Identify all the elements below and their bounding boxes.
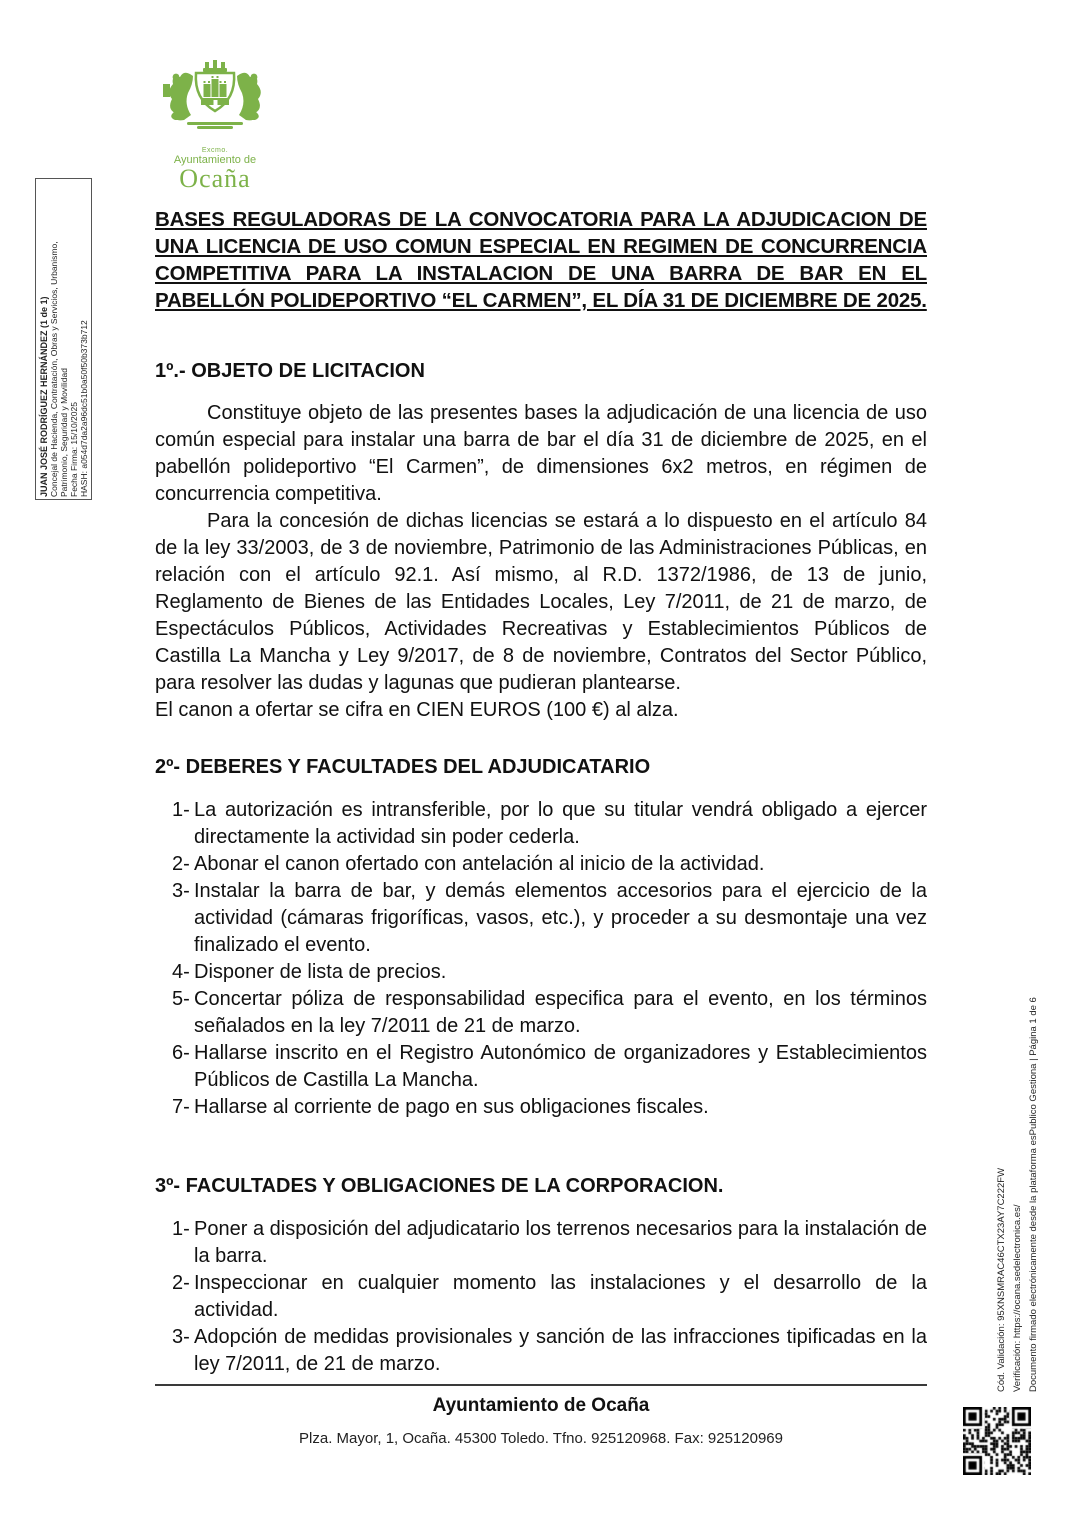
item-number: 2- [172, 853, 190, 875]
item-text: Abonar el canon ofertado con antelación al inicio de la actividad. [194, 853, 765, 875]
list-item [172, 797, 927, 851]
logo-city-text: Ocaña [179, 164, 251, 193]
list-item [172, 1324, 927, 1378]
item-text: Instalar la barra de bar, y demás elementos accesorios para el ejercicio de la actividad (cámaras frigoríficas, vasos, etc.), y proceder a su desmontaje una vez finalizado el evento. [194, 880, 927, 956]
section-2-heading: 2º- DEBERES Y FACULTADES DEL ADJUDICATARIO [155, 756, 651, 778]
item-text: Adopción de medidas provisionales y sanción de las infracciones tipificadas en la ley 7/2011, de 21 de marzo. [194, 1326, 927, 1375]
verification-url: Verificación: https://ocana.sedelectronica.es/ [1012, 1204, 1023, 1392]
item-text: Concertar póliza de responsabilidad especifica para el evento, en los términos señalados en la ley 7/2011 de 21 de marzo. [194, 988, 927, 1037]
validation-code: Cód. Validación: 95XNSMRAC46CTX23AY7C222FW [996, 1167, 1007, 1392]
signature-hash: HASH: a054d7da2a96dc51b0a50f50b373b712 [79, 320, 89, 497]
item-number: 5- [172, 988, 190, 1010]
document-body [155, 0, 927, 1378]
signature-stamp-box [35, 178, 92, 500]
logo-org-text: Ayuntamiento de [173, 154, 257, 166]
section-1-paragraph-1: Constituye objeto de las presentes bases la adjudicación de una licencia de uso común especial para instalar una barra de bar el día 31 de diciembre de 2025, en el pabellón polideportivo “El Carmen”, de dimensiones 6x2 metros, en régimen de concurrencia competitiva. [155, 402, 927, 505]
list-item [172, 1094, 927, 1121]
signer-role-line1: Concejal de Hacienda, Contratación, Obras y Servicios, Urbanismo, [49, 241, 59, 497]
section-3-heading: 3º- FACULTADES Y OBLIGACIONES DE LA CORPORACION. [155, 1175, 724, 1197]
footer-address: Plza. Mayor, 1, Ocaña. 45300 Toledo. Tfno. 925120968. Fax: 925120969 [299, 1430, 783, 1447]
footer-org: Ayuntamiento de Ocaña [432, 1395, 650, 1416]
section-1-heading: 1º.- OBJETO DE LICITACION [155, 360, 425, 382]
item-number: 7- [172, 1096, 190, 1118]
section-2-list [155, 797, 927, 1121]
signature-stamp-text [39, 183, 89, 497]
list-item [172, 1216, 927, 1270]
item-number: 3- [172, 880, 190, 902]
signature-date: Fecha Firma: 15/10/2025 [69, 402, 79, 497]
validation-stamp-text [994, 906, 1042, 1392]
item-number: 1- [172, 799, 190, 821]
item-text: Poner a disposición del adjudicatario los terrenos necesarios para la instalación de la barra. [194, 1218, 927, 1267]
item-number: 3- [172, 1326, 190, 1348]
section-1-paragraph-2: Para la concesión de dichas licencias se estará a lo dispuesto en el artículo 84 de la ley 33/2003, de 3 de noviembre, Patrimonio de las Administraciones Públicas, en relación con el artículo 92.1. Así mismo, al R.D. 1372/1986, de 13 de junio, Reglamento de Bienes de las Entidades Locales, Ley 7/2011, de 21 de marzo, de Espectáculos Públicos, Actividades Recreativas y Establecimientos Públicos de Castilla La Mancha y Ley 9/2017, de 8 de noviembre, Contratos del Sector Público, para resolver las dudas y lagunas que pudieran plantearse. [155, 510, 927, 694]
list-item [172, 1270, 927, 1324]
item-text: La autorización es intransferible, por lo que su titular vendrá obligado a ejercer directamente la actividad sin poder cederla. [194, 799, 927, 848]
item-text: Hallarse al corriente de pago en sus obligaciones fiscales. [194, 1096, 709, 1118]
document-title: BASES REGULADORAS DE LA CONVOCATORIA PARA LA ADJUDICACION DE UNA LICENCIA DE USO COMUN ESPECIAL EN REGIMEN DE CONCURRENCIA COMPETITIVA PARA LA INSTALACION DE UNA BARRA DE BAR EN EL PABELLÓN POLIDEPORTIVO “EL CARMEN”, EL DÍA 31 DE DICIEMBRE DE 2025. [155, 208, 927, 312]
signer-role-line2: Patrimonio, Seguridad y Movilidad [59, 368, 69, 497]
coat-of-arms-icon [163, 60, 267, 146]
logo-prefix-text: Excmo. [201, 147, 229, 154]
municipality-logo [155, 60, 275, 192]
qr-code [963, 1407, 1031, 1475]
platform-note: Documento firmado electrónicamente desde la plataforma esPublico Gestiona | Página 1 de 6 [1028, 997, 1039, 1392]
item-text: Hallarse inscrito en el Registro Autonómico de organizadores y Establecimientos Públicos de Castilla La Mancha. [194, 1042, 927, 1091]
item-number: 4- [172, 961, 190, 983]
list-item [172, 1040, 927, 1094]
item-text: Disponer de lista de precios. [194, 961, 447, 983]
item-text: Inspeccionar en cualquier momento las instalaciones y el desarrollo de la actividad. [194, 1272, 927, 1321]
section-1-paragraph-3: El canon a ofertar se cifra en CIEN EUROS (100 €) al alza. [155, 699, 679, 721]
item-number: 6- [172, 1042, 190, 1064]
item-number: 1- [172, 1218, 190, 1240]
section-3-list [155, 1216, 927, 1378]
list-item [172, 986, 927, 1040]
signer-name: JUAN JOSÉ RODRÍGUEZ HERNÁNDEZ (1 de 1) [39, 296, 49, 497]
item-number: 2- [172, 1272, 190, 1294]
list-item [172, 851, 927, 878]
list-item [172, 959, 927, 986]
footer-divider [155, 1384, 927, 1386]
page-footer [155, 1384, 927, 1447]
list-item [172, 878, 927, 959]
